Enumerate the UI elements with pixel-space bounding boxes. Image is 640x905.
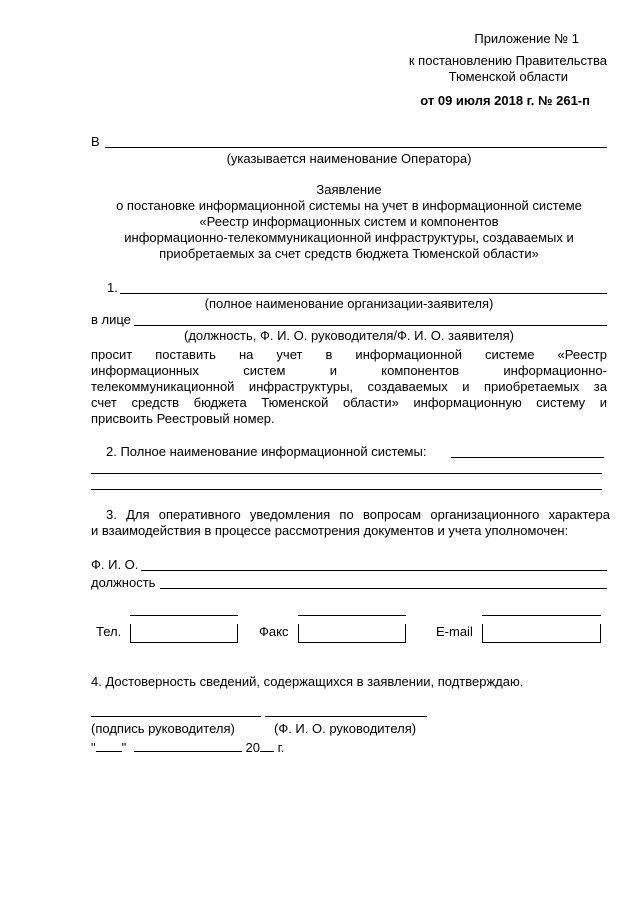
date-year-prefix: 20 bbox=[245, 740, 260, 755]
email-label: E-mail bbox=[436, 624, 473, 639]
date-year-field[interactable] bbox=[260, 739, 274, 752]
request-line-5: присвоить Реестровый номер. bbox=[91, 411, 275, 426]
request-line-3: телекоммуникационной инфраструктуры, создаваемых и приобретаемых за bbox=[91, 379, 607, 394]
section2-label: 2. Полное наименование информационной системы: bbox=[106, 444, 427, 459]
fax-input-box[interactable] bbox=[298, 615, 406, 643]
title-line-3: информационно-телекоммуникационной инфраструктуры, создаваемых и bbox=[124, 230, 574, 245]
document-title: Заявление bbox=[316, 182, 382, 197]
title-line-4: приобретаемых за счет средств бюджета Тюменской области» bbox=[159, 246, 539, 261]
confirmation-text: 4. Достоверность сведений, содержащихся в заявлении, подтверждаю. bbox=[91, 674, 524, 689]
title-line-2: «Реестр информационных систем и компонентов bbox=[199, 214, 499, 229]
section1-number: 1. bbox=[107, 280, 118, 295]
person-prefix: в лице bbox=[91, 312, 131, 327]
section3-line-2: и взаимодействия в процессе рассмотрения документов и учета уполномочен: bbox=[91, 523, 569, 538]
system-name-field-line-2[interactable] bbox=[91, 473, 602, 474]
signature-hint: (подпись руководителя) bbox=[91, 721, 235, 736]
request-line-2: информационных систем и компонентов информационно- bbox=[91, 363, 607, 378]
date-year-suffix: г. bbox=[277, 740, 285, 755]
date-day-field[interactable] bbox=[96, 739, 122, 752]
date-line bbox=[91, 739, 284, 756]
recipient-prefix: В bbox=[91, 134, 100, 149]
date-quote-open: " bbox=[91, 740, 96, 755]
header-region: Тюменской области bbox=[448, 69, 568, 84]
contact-position-field-line[interactable] bbox=[160, 588, 607, 589]
head-fio-hint: (Ф. И. О. руководителя) bbox=[274, 721, 417, 736]
phone-input-box[interactable] bbox=[130, 615, 238, 643]
contact-fio-label: Ф. И. О. bbox=[91, 557, 139, 572]
person-hint: (должность, Ф. И. О. руководителя/Ф. И. О. заявителя) bbox=[183, 328, 515, 343]
organization-field-line[interactable] bbox=[120, 293, 607, 294]
header-appendix: Приложение № 1 bbox=[474, 31, 579, 46]
recipient-hint: (указывается наименование Оператора) bbox=[226, 151, 472, 166]
header-resolution: к постановлению Правительства bbox=[408, 53, 607, 68]
contact-fio-field-line[interactable] bbox=[141, 570, 607, 571]
request-line-1: просит поставить на учет в информационной системе «Реестр bbox=[91, 347, 607, 362]
contact-position-label: должность bbox=[91, 575, 156, 590]
system-name-field-line-1[interactable] bbox=[451, 457, 604, 458]
date-month-field[interactable] bbox=[134, 739, 242, 752]
header-date-number: от 09 июля 2018 г. № 261-п bbox=[420, 93, 590, 108]
recipient-field-line[interactable] bbox=[105, 147, 607, 148]
signature-field-line[interactable] bbox=[91, 716, 261, 717]
section3-line-1: 3. Для оперативного уведомления по вопросам организационного характера bbox=[106, 507, 610, 522]
person-field-line[interactable] bbox=[134, 325, 607, 326]
phone-label: Тел. bbox=[96, 624, 122, 639]
fax-label: Факс bbox=[259, 624, 289, 639]
email-input-box[interactable] bbox=[482, 615, 601, 643]
title-line-1: о постановке информационной системы на учет в информационной системе bbox=[116, 198, 582, 213]
date-quote-close: " bbox=[121, 740, 127, 755]
system-name-field-line-3[interactable] bbox=[91, 489, 602, 490]
request-line-4: счет средств бюджета Тюменской области» информационную систему и bbox=[91, 395, 607, 410]
organization-hint: (полное наименование организации-заявителя) bbox=[204, 296, 494, 311]
head-fio-field-line[interactable] bbox=[265, 716, 427, 717]
